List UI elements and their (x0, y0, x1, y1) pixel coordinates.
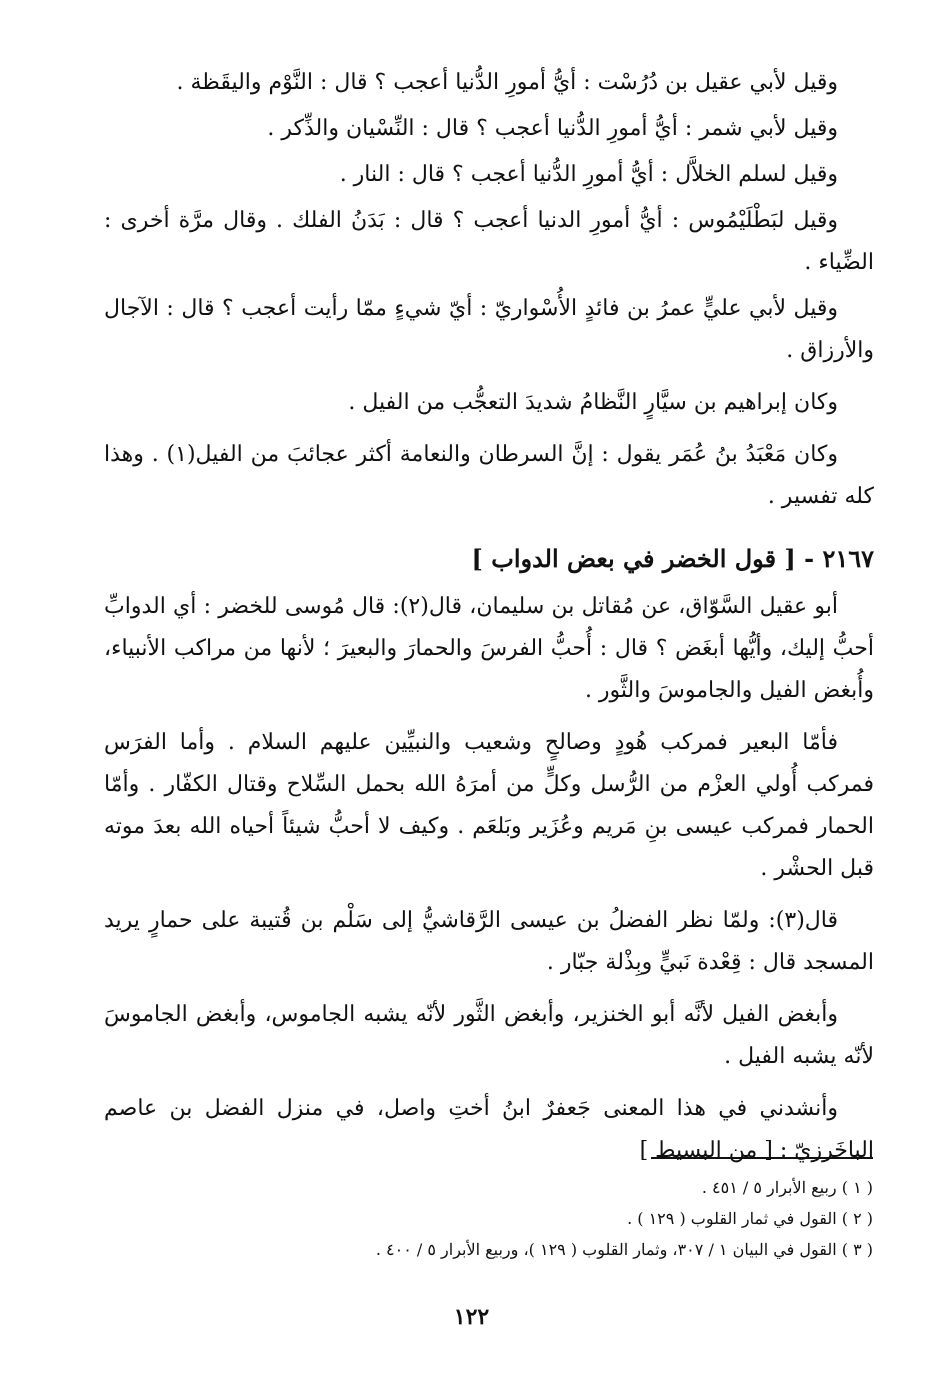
paragraph-hated-animals: وأبغض الفيل لأنَّه أبو الخنزير، وأبغض الثَّور لأنّه يشبه الجاموس، وأبغض الجاموسَ لأنّه يشبه الفيل . (104, 1002, 874, 1069)
paragraph-abu-shamir: وقيل لأبي شمر : أيُّ أمورِ الدُّنيا أعجب ؟ قال : النِّسْيان والذِّكر . (267, 116, 838, 141)
footnote-1: ( ١ ) ربيع الأبرار ٥ / ٤٥١ . (701, 1178, 873, 1197)
main-text (104, 62, 874, 1182)
page-number: ١٢٢ (453, 1304, 490, 1330)
paragraph-abu-ali-aswari: وقيل لأبي عليٍّ عمرُ بن فائدٍ الأُسْواريّ : أيّ شيءٍ ممّا رأيت أعجب ؟ قال : الآجال والأرزاق . (104, 296, 874, 363)
paragraph-nazzam: وكان إبراهيم بن سيَّارٍ النَّظامُ شديدَ التعجُّب من الفيل . (348, 390, 838, 415)
paragraph-poem-intro: وأنشدني في هذا المعنى جَعفرٌ ابنُ أختِ واصل، في منزل الفضل بن عاصم الباخَرزيّ : [ من البسيط ] (104, 1096, 874, 1163)
paragraph-abu-aqil: وقيل لأبي عقيل بن دُرُسْت : أيُّ أمورِ الدُّنيا أعجب ؟ قال : النَّوْم واليقَظة . (176, 70, 838, 95)
paragraph-mabad: وكان مَعْبَدُ بنُ عُمَر يقول : إنَّ السرطان والنعامة أكثر عجائبَ من الفيل(١) . وهذا كله تفسير . (104, 442, 874, 509)
paragraph-ptolemy: وقيل لبَطْلَيْمُوس : أيُّ أمورِ الدنيا أعجب ؟ قال : بَدَنُ الفلك . وقال مرَّة أخرى : الضِّياء . (104, 208, 874, 275)
paragraph-mounts: فأمّا البعير فمركب هُودٍ وصالحٍ وشعيب والنبيِّين عليهم السلام . وأما الفرَس فمركب أُولي العزْم من الرُّسل وكلٍّ من أمرَهُ الله بحمل السِّلاح وقتال الكفّار . وأمّا الحمار فمركب عيسى بنِ مَريم وعُزَير وبَلعَم . وكيف لا أحبُّ شيئاً أحياه الله بعدَ موته قبل الحشْر . (104, 730, 874, 881)
footnote-3: ( ٣ ) القول في البيان ١ / ٣٠٧، وثمار القلوب ( ١٢٩ )، وربيع الأبرار ٥ / ٤٠٠ . (375, 1240, 873, 1259)
footnotes (113, 1172, 873, 1265)
footnote-2: ( ٢ ) القول في ثمار القلوب ( ١٢٩ ) . (627, 1209, 873, 1228)
paragraph-salm-khallal: وقيل لسلم الخلاَّل : أيُّ أمورِ الدُّنيا أعجب ؟ قال : النار . (339, 162, 838, 187)
section-heading: ٢١٦٧ - [ قول الخضر في بعض الدواب ] (471, 544, 874, 573)
footnote-divider (651, 1157, 873, 1159)
paragraph-musa-khidr: أبو عقيل السَّوّاق، عن مُقاتل بن سليمان، قال(٢): قال مُوسى للخضر : أي الدوابِّ أحبُّ إليك، وأيُّها أبغَض ؟ قال : أُحبُّ الفرسَ والحمارَ والبعيرَ ؛ لأنها من مراكب الأنبياء، وأُبغض الفيل والجاموسَ والثَّور . (104, 594, 874, 703)
paragraph-raqashi: قال(٣): ولمّا نظر الفضلُ بن عيسى الرَّقاشيُّ إلى سَلْم بن قُتيبة على حمارٍ يريد المسجد قال : قِعْدة نَبيٍّ وبِذْلة جبّار . (104, 908, 874, 975)
